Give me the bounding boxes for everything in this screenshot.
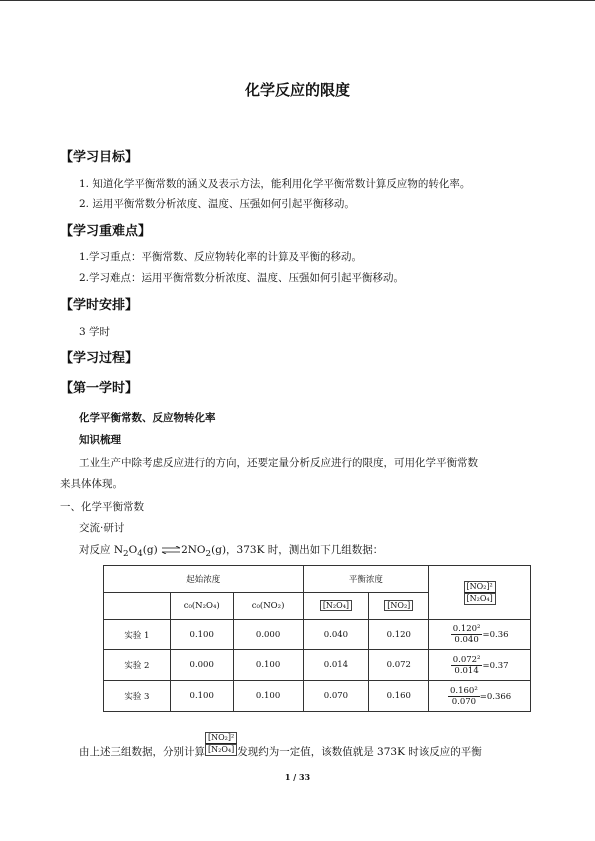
cell-c0-no2: 0.100	[233, 681, 303, 712]
cell-eq-no2: 0.120	[369, 620, 429, 650]
row-label: 实验 3	[104, 681, 171, 712]
cell-c0-no2: 0.000	[233, 620, 303, 650]
col-eq-no2: [NO₂]	[369, 593, 429, 620]
cell-c0-no2: 0.100	[233, 650, 303, 681]
first-period-heading: 【第一学时】	[60, 381, 139, 396]
key-points-heading: 【学习重难点】	[60, 224, 152, 239]
table-row	[104, 620, 531, 650]
time-heading: 【学时安排】	[60, 298, 139, 313]
page-number: 1 / 33	[284, 772, 311, 782]
cell-eq-no2: 0.072	[369, 650, 429, 681]
page-top-border	[0, 0, 595, 1]
paragraph-line-1: 工业生产中除考虑反应进行的方向，还要定量分析反应进行的限度，可用化学平衡常数	[79, 457, 478, 469]
time-value: 3 学时	[79, 326, 111, 338]
cell-ratio: $\frac{\text{0.072²}}{0.014}$ =0.37	[429, 650, 531, 681]
sub-title: 化学平衡常数、反应物转化率	[79, 412, 216, 424]
header-ratio: $\frac{\text{[NO₂]²}}{\text{[N₂O₄]}}$	[429, 566, 531, 620]
header-initial: 起始浓度	[104, 566, 304, 593]
cell-eq-n2o4: 0.014	[303, 650, 369, 681]
equilibrium-arrow-icon	[161, 546, 181, 554]
goals-heading: 【学习目标】	[60, 150, 139, 165]
process-heading: 【学习过程】	[60, 351, 139, 366]
col-eq-n2o4: [N₂O₄]	[303, 593, 369, 620]
col-c0-no2: c₀(NO₂)	[233, 593, 303, 620]
table-row	[104, 650, 531, 681]
inline-fraction: $\frac{\text{[NO₂]²}}{\text{[N₂O₄]}}$	[205, 732, 237, 756]
page-title: 化学反应的限度	[244, 81, 350, 99]
header-blank	[104, 593, 171, 620]
row-label: 实验 1	[104, 620, 171, 650]
conclusion-line: 由上述三组数据，分别计算 $\frac{\text{[NO₂]²}}{\text{[N₂O₄]}}$ 发现约为一定值，该数值就是 373K 时该反应的平衡	[79, 733, 482, 758]
cell-c0-n2o4: 0.100	[170, 681, 233, 712]
cell-eq-no2: 0.160	[369, 681, 429, 712]
exchange-label: 交流·研讨	[79, 522, 125, 534]
cell-c0-n2o4: 0.100	[170, 620, 233, 650]
cell-ratio: $\frac{\text{0.160²}}{0.070}$ =0.366	[429, 681, 531, 712]
cell-ratio: $\frac{\text{0.120²}}{0.040}$ =0.36	[429, 620, 531, 650]
cell-eq-n2o4: 0.040	[303, 620, 369, 650]
key-point-2: 2.学习难点：运用平衡常数分析浓度、温度、压强如何引起平衡移动。	[79, 272, 405, 284]
col-c0-n2o4: c₀(N₂O₄)	[170, 593, 233, 620]
equilibrium-data-table	[103, 565, 531, 712]
knowledge-label: 知识梳理	[79, 434, 121, 446]
key-point-1: 1.学习重点：平衡常数、反应物转化率的计算及平衡的移动。	[79, 251, 363, 263]
header-equilibrium: 平衡浓度	[303, 566, 429, 593]
cell-c0-n2o4: 0.000	[170, 650, 233, 681]
goal-item-2: 2. 运用平衡常数分析浓度、温度、压强如何引起平衡移动。	[79, 198, 355, 210]
section-one-title: 一、化学平衡常数	[60, 501, 144, 513]
reaction-line: 对反应 $N_2O_4(g)$ $2NO_2(g)$，373K 时，测出如下几组数据：	[79, 544, 384, 560]
goal-item-1: 1. 知道化学平衡常数的涵义及表示方法，能利用化学平衡常数计算反应物的转化率。	[79, 178, 471, 190]
cell-eq-n2o4: 0.070	[303, 681, 369, 712]
paragraph-line-2: 来具体体现。	[60, 478, 123, 490]
row-label: 实验 2	[104, 650, 171, 681]
table-row	[104, 681, 531, 712]
